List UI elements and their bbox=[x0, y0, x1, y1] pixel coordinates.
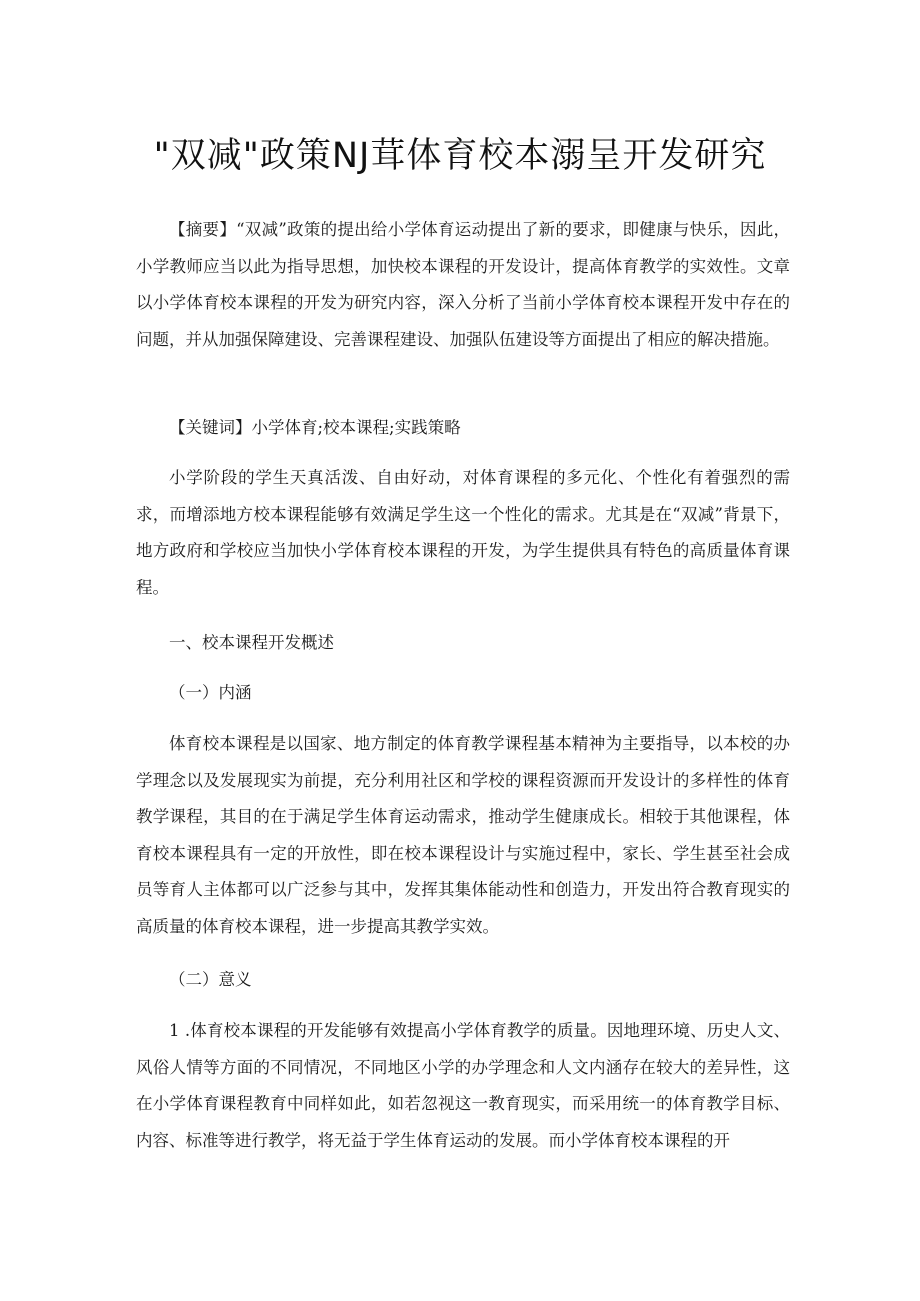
subsection-heading-significance: （二）意义 bbox=[169, 970, 252, 989]
subsection-heading-connotation: （一）内涵 bbox=[169, 683, 252, 702]
intro-paragraph: 小学阶段的学生天真活泼、自由好动，对体育课程的多元化、个性化有着强烈的需求，而增添地方校本课程能够有效满足学生这一个性化的需求。尤其是在“双减”背景下，地方政府和学校应当加快小学体育校本课程的开发，为学生提供具有特色的高质量体育课程。 bbox=[136, 468, 790, 597]
connotation-paragraph: 体育校本课程是以国家、地方制定的体育教学课程基本精神为主要指导，以本校的办学理念以及发展现实为前提，充分利用社区和学校的课程资源而开发设计的多样性的体育教学课程，其目的在于满足学生体育运动需求，推动学生健康成长。相较于其他课程，体育校本课程具有一定的开放性，即在校本课程设计与实施过程中，家长、学生甚至社会成员等育人主体都可以广泛参与其中，发挥其集体能动性和创造力，开发出符合教育现实的高质量的体育校本课程，进一步提高其教学实效。 bbox=[136, 734, 790, 936]
keywords-line: 【关键词】小学体育;校本课程;实践策略 bbox=[169, 418, 461, 437]
significance-paragraph: 1 .体育校本课程的开发能够有效提高小学体育教学的质量。因地理环境、历史人文、风俗人情等方面的不同情况，不同地区小学的办学理念和人文内涵存在较大的差异性，这在小学体育课程教育中同样如此，如若忽视这一教育现实，而采用统一的体育教学目标、内容、标准等进行教学，将无益于学生体育运动的发展。而小学体育校本课程的开 bbox=[136, 1021, 790, 1150]
section-heading: 一、校本课程开发概述 bbox=[169, 633, 334, 652]
document-title: "双减"政策NJ茸体育校本溺呈开发研究 bbox=[153, 136, 767, 176]
abstract-paragraph: 【摘要】“双减”政策的提出给小学体育运动提出了新的要求，即健康与快乐，因此，小学教师应当以此为指导思想，加快校本课程的开发设计，提高体育教学的实效性。文章以小学体育校本课程的开发为研究内容，深入分析了当前小学体育校本课程开发中存在的问题，并从加强保障建设、完善课程建设、加强队伍建设等方面提出了相应的解决措施。 bbox=[136, 220, 790, 349]
